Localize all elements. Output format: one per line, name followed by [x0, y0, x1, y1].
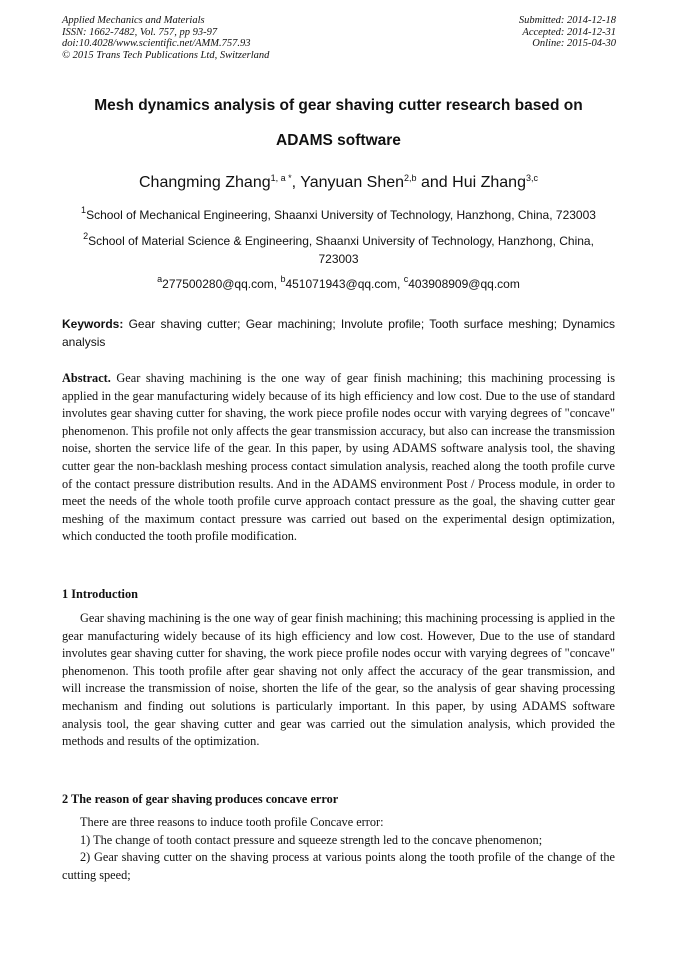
author-1: Changming Zhang [138, 174, 271, 191]
paper-title [62, 88, 615, 158]
section-2-intro: There are three reasons to induce tooth profile Concave error: [80, 815, 384, 829]
accepted-date: Accepted: 2014-12-31 [522, 26, 616, 38]
abstract-text: Gear shaving machining is the one way of gear finish machining; this machining processing is applied in the gear manufacturing widely because of its high efficiency and low cost. Due to the use of standard involutes gear shaving cutter for shaving, the work piece profile nodes occur with varying degrees of "concave" phenomenon. This profile not only affects the gear transmission accuracy, but also can increase the transmission noise, shorten the service life of the gear. In this paper, by using ADAMS software analysis tool, the shaving cutter gear the non-backlash meshing process contact simulation analysis, reached along the tooth profile curve of the contact pressure distribution results. And in the ADAMS environment Post / Process module, in order to meet the needs of the whole tooth profile curve approach contact pressure as the goal, the shaving cutter gear meshing of the maximum contact pressure was carried out based on the experimental design optimization, which conducted the tooth profile modification. [62, 371, 615, 544]
email-list [62, 276, 615, 293]
submission-dates [396, 15, 616, 50]
author-list [62, 172, 615, 194]
abstract [62, 370, 615, 546]
journal-copyright: © 2015 Trans Tech Publications Ltd, Switzerland [62, 49, 270, 61]
section-2-body [62, 814, 615, 884]
title-line-2: ADAMS software [276, 132, 401, 149]
online-date: Online: 2015-04-30 [532, 38, 616, 50]
email-a-mark: a [157, 274, 163, 284]
author-2: Yanyuan Shen [300, 174, 405, 191]
affiliation-1-mark: 1 [81, 205, 87, 215]
affiliation-2-mark: 2 [83, 231, 89, 241]
journal-info [62, 15, 362, 61]
journal-doi: doi:10.4028/www.scientific.net/AMM.757.93 [62, 38, 251, 50]
author-3: Hui Zhang [452, 174, 526, 191]
section-2-item-1: 1) The change of tooth contact pressure and squeeze strength led to the concave phenomenon; [80, 832, 543, 847]
affiliation-2-text: School of Material Science & Engineering, Shaanxi University of Technology, Hanzhong, China, 723003 [88, 234, 594, 266]
journal-issn: ISSN: 1662-7482, Vol. 757, pp 93-97 [62, 26, 218, 38]
keywords [62, 315, 615, 351]
section-1-paragraph: Gear shaving machining is the one way of gear finish machining; this machining processing is applied in the gear manufacturing widely because of its high efficiency and low cost. However, Due to the use of standard involutes gear shaving cutter for shaving, the work piece profile nodes occur with varying degrees of "concave" phenomenon. This tooth profile after gear shaving not only affect the accuracy of the gear transmission, and will increase the transmission of noise, shorten the life of the gear, so the analysis of gear shaving processing mechanism and finding out solutions is particularly important. In this paper, by using ADAMS software analysis tool, the gear shaving cutter and gear was carried out the simulation analysis, which provided the methods and results of the optimization. [62, 611, 615, 749]
author-1-affil: 1, a * [270, 173, 292, 183]
submitted-date: Submitted: 2014-12-18 [518, 15, 616, 26]
title-line-1: Mesh dynamics analysis of gear shaving cutter research based on [94, 97, 583, 114]
keywords-label: Keywords: [62, 317, 124, 331]
section-1-heading: 1 Introduction [62, 587, 138, 601]
section-2-heading: 2 The reason of gear shaving produces concave error [62, 792, 339, 806]
journal-name: Applied Mechanics and Materials [62, 15, 205, 26]
author-separator: and [416, 174, 453, 191]
affiliation-1-text: School of Mechanical Engineering, Shaanxi University of Technology, Hanzhong, China, 723003 [86, 208, 596, 222]
author-separator: , [291, 174, 301, 191]
email-c-mark: c [403, 274, 409, 284]
email-b[interactable]: 451071943@qq.com, [285, 277, 404, 291]
abstract-label: Abstract. [62, 371, 111, 385]
affiliation-1 [62, 207, 615, 225]
email-a[interactable]: 277500280@qq.com, [162, 277, 281, 291]
author-2-affil: 2,b [404, 173, 417, 183]
keywords-text: Gear shaving cutter; Gear machining; Involute profile; Tooth surface meshing; Dynamics analysis [62, 317, 615, 349]
email-b-mark: b [280, 274, 286, 284]
author-3-affil: 3,c [525, 173, 538, 183]
affiliation-2 [62, 233, 615, 268]
email-c[interactable]: 403908909@qq.com [408, 277, 520, 291]
section-2-item-2: 2) Gear shaving cutter on the shaving process at various points along the tooth profile of the change of the cutting speed; [62, 850, 615, 882]
